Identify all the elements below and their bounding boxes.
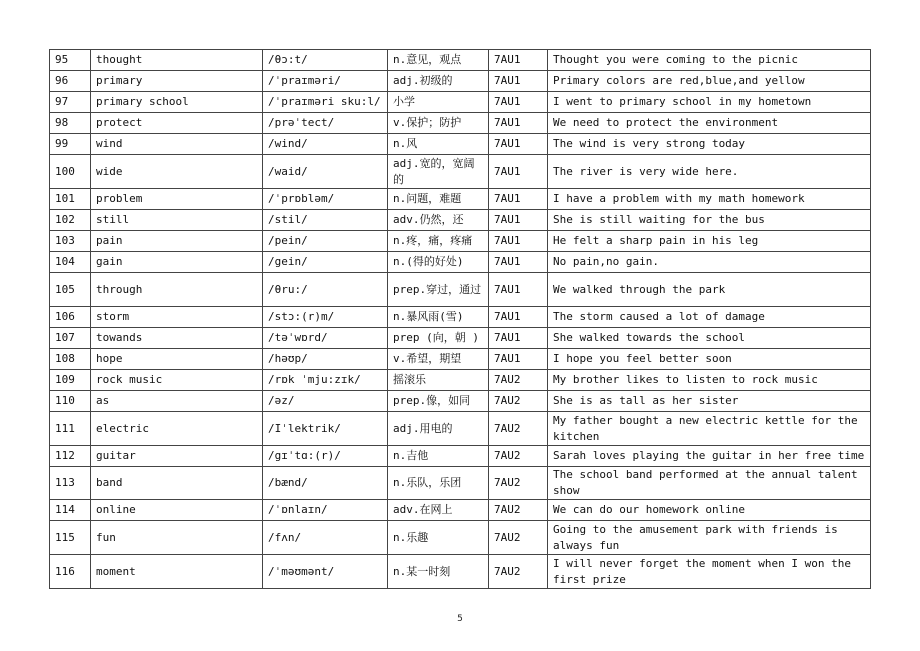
phonetic-cell: /wind/ <box>263 134 388 155</box>
meaning-cell: adj.宽的，宽阔的 <box>388 155 489 189</box>
row-number: 106 <box>50 307 91 328</box>
phonetic-cell: /gɪˈtɑ:(r)/ <box>263 446 388 467</box>
example-sentence-cell: No pain,no gain. <box>548 252 871 273</box>
phonetic-cell: /əz/ <box>263 391 388 412</box>
word-cell: wide <box>91 155 263 189</box>
meaning-cell: adj.初级的 <box>388 71 489 92</box>
phonetic-cell: /θɔ:t/ <box>263 50 388 71</box>
unit-cell: 7AU2 <box>489 391 548 412</box>
meaning-cell: n.问题，难题 <box>388 189 489 210</box>
word-cell: wind <box>91 134 263 155</box>
example-sentence-cell: We can do our homework online <box>548 500 871 521</box>
unit-cell: 7AU2 <box>489 412 548 446</box>
table-row <box>50 189 871 210</box>
table-row <box>50 252 871 273</box>
unit-cell: 7AU1 <box>489 231 548 252</box>
phonetic-cell: /ˈɒnlaɪn/ <box>263 500 388 521</box>
phonetic-cell: /prəˈtect/ <box>263 113 388 134</box>
row-number: 107 <box>50 328 91 349</box>
phonetic-cell: /Iˈlektrik/ <box>263 412 388 446</box>
row-number: 104 <box>50 252 91 273</box>
meaning-cell: n.吉他 <box>388 446 489 467</box>
example-sentence-cell: She walked towards the school <box>548 328 871 349</box>
example-sentence-cell: My brother likes to listen to rock music <box>548 370 871 391</box>
meaning-cell: n.意见，观点 <box>388 50 489 71</box>
phonetic-cell: /stɔ:(r)m/ <box>263 307 388 328</box>
word-cell: towands <box>91 328 263 349</box>
example-sentence-cell: I have a problem with my math homework <box>548 189 871 210</box>
example-sentence-cell: Thought you were coming to the picnic <box>548 50 871 71</box>
phonetic-cell: /rɒk ˈmju:zɪk/ <box>263 370 388 391</box>
word-cell: gain <box>91 252 263 273</box>
unit-cell: 7AU1 <box>489 273 548 307</box>
meaning-cell: n.乐队，乐团 <box>388 467 489 500</box>
phonetic-cell: /fʌn/ <box>263 521 388 555</box>
table-row <box>50 328 871 349</box>
example-sentence-cell: The storm caused a lot of damage <box>548 307 871 328</box>
row-number: 110 <box>50 391 91 412</box>
meaning-cell: n.某一时刻 <box>388 555 489 589</box>
meaning-cell: v.希望，期望 <box>388 349 489 370</box>
row-number: 103 <box>50 231 91 252</box>
meaning-cell: adj.用电的 <box>388 412 489 446</box>
unit-cell: 7AU1 <box>489 328 548 349</box>
table-row <box>50 555 871 589</box>
table-row <box>50 155 871 189</box>
meaning-cell: v.保护；防护 <box>388 113 489 134</box>
word-cell: as <box>91 391 263 412</box>
row-number: 114 <box>50 500 91 521</box>
meaning-cell: n.暴风雨(雪) <box>388 307 489 328</box>
table-row <box>50 50 871 71</box>
row-number: 111 <box>50 412 91 446</box>
unit-cell: 7AU1 <box>489 307 548 328</box>
meaning-cell: adv.在网上 <box>388 500 489 521</box>
row-number: 100 <box>50 155 91 189</box>
meaning-cell: adv.仍然，还 <box>388 210 489 231</box>
row-number: 109 <box>50 370 91 391</box>
phonetic-cell: /ˈpraɪməri/ <box>263 71 388 92</box>
example-sentence-cell: The wind is very strong today <box>548 134 871 155</box>
example-sentence-cell: I hope you feel better soon <box>548 349 871 370</box>
unit-cell: 7AU1 <box>489 92 548 113</box>
meaning-cell: prep.穿过，通过 <box>388 273 489 307</box>
table-row <box>50 467 871 500</box>
table-row <box>50 349 871 370</box>
example-sentence-cell: Sarah loves playing the guitar in her free time <box>548 446 871 467</box>
unit-cell: 7AU1 <box>489 349 548 370</box>
word-cell: guitar <box>91 446 263 467</box>
row-number: 96 <box>50 71 91 92</box>
row-number: 115 <box>50 521 91 555</box>
example-sentence-cell: We need to protect the environment <box>548 113 871 134</box>
page-number: 5 <box>457 614 463 624</box>
phonetic-cell: /ˈprɒbləm/ <box>263 189 388 210</box>
table-row <box>50 210 871 231</box>
phonetic-cell: /waid/ <box>263 155 388 189</box>
table-row <box>50 391 871 412</box>
phonetic-cell: /θru:/ <box>263 273 388 307</box>
word-cell: primary school <box>91 92 263 113</box>
row-number: 99 <box>50 134 91 155</box>
phonetic-cell: /stil/ <box>263 210 388 231</box>
table-row <box>50 412 871 446</box>
table-row <box>50 92 871 113</box>
example-sentence-cell: She is as tall as her sister <box>548 391 871 412</box>
unit-cell: 7AU2 <box>489 467 548 500</box>
unit-cell: 7AU2 <box>489 521 548 555</box>
word-cell: still <box>91 210 263 231</box>
unit-cell: 7AU2 <box>489 370 548 391</box>
unit-cell: 7AU2 <box>489 500 548 521</box>
word-cell: hope <box>91 349 263 370</box>
row-number: 105 <box>50 273 91 307</box>
example-sentence-cell: He felt a sharp pain in his leg <box>548 231 871 252</box>
table-row <box>50 446 871 467</box>
unit-cell: 7AU1 <box>489 71 548 92</box>
row-number: 95 <box>50 50 91 71</box>
word-cell: online <box>91 500 263 521</box>
table-row <box>50 370 871 391</box>
example-sentence-cell: She is still waiting for the bus <box>548 210 871 231</box>
vocabulary-table <box>49 49 871 589</box>
unit-cell: 7AU2 <box>489 446 548 467</box>
table-row <box>50 521 871 555</box>
example-sentence-cell: We walked through the park <box>548 273 871 307</box>
meaning-cell: prep (向，朝 ) <box>388 328 489 349</box>
meaning-cell: n.乐趣 <box>388 521 489 555</box>
word-cell: protect <box>91 113 263 134</box>
word-cell: problem <box>91 189 263 210</box>
word-cell: moment <box>91 555 263 589</box>
phonetic-cell: /bænd/ <box>263 467 388 500</box>
table-row <box>50 273 871 307</box>
meaning-cell: n.疼，痛，疼痛 <box>388 231 489 252</box>
word-cell: storm <box>91 307 263 328</box>
example-sentence-cell: Going to the amusement park with friends is always fun <box>548 521 871 555</box>
word-cell: fun <box>91 521 263 555</box>
word-cell: electric <box>91 412 263 446</box>
example-sentence-cell: My father bought a new electric kettle for the kitchen <box>548 412 871 446</box>
unit-cell: 7AU1 <box>489 50 548 71</box>
unit-cell: 7AU1 <box>489 210 548 231</box>
phonetic-cell: /həʊp/ <box>263 349 388 370</box>
unit-cell: 7AU1 <box>489 189 548 210</box>
table-row <box>50 500 871 521</box>
unit-cell: 7AU1 <box>489 252 548 273</box>
table-row <box>50 134 871 155</box>
row-number: 108 <box>50 349 91 370</box>
example-sentence-cell: The school band performed at the annual talent show <box>548 467 871 500</box>
phonetic-cell: /gein/ <box>263 252 388 273</box>
meaning-cell: 小学 <box>388 92 489 113</box>
table-row <box>50 113 871 134</box>
row-number: 113 <box>50 467 91 500</box>
word-cell: pain <box>91 231 263 252</box>
unit-cell: 7AU1 <box>489 134 548 155</box>
word-cell: thought <box>91 50 263 71</box>
phonetic-cell: /ˈməʊmənt/ <box>263 555 388 589</box>
row-number: 112 <box>50 446 91 467</box>
vocabulary-table-body <box>50 50 871 589</box>
meaning-cell: 摇滚乐 <box>388 370 489 391</box>
example-sentence-cell: Primary colors are red,blue,and yellow <box>548 71 871 92</box>
table-row <box>50 231 871 252</box>
unit-cell: 7AU2 <box>489 555 548 589</box>
unit-cell: 7AU1 <box>489 155 548 189</box>
phonetic-cell: /təˈwɒrd/ <box>263 328 388 349</box>
row-number: 102 <box>50 210 91 231</box>
unit-cell: 7AU1 <box>489 113 548 134</box>
word-cell: band <box>91 467 263 500</box>
row-number: 97 <box>50 92 91 113</box>
example-sentence-cell: I went to primary school in my hometown <box>548 92 871 113</box>
row-number: 98 <box>50 113 91 134</box>
word-cell: primary <box>91 71 263 92</box>
row-number: 101 <box>50 189 91 210</box>
row-number: 116 <box>50 555 91 589</box>
meaning-cell: prep.像，如同 <box>388 391 489 412</box>
phonetic-cell: /ˈpraɪməri sku:l/ <box>263 92 388 113</box>
meaning-cell: n.风 <box>388 134 489 155</box>
word-cell: through <box>91 273 263 307</box>
table-row <box>50 71 871 92</box>
word-cell: rock music <box>91 370 263 391</box>
phonetic-cell: /pein/ <box>263 231 388 252</box>
meaning-cell: n.(得的好处) <box>388 252 489 273</box>
example-sentence-cell: The river is very wide here. <box>548 155 871 189</box>
table-row <box>50 307 871 328</box>
example-sentence-cell: I will never forget the moment when I won the first prize <box>548 555 871 589</box>
